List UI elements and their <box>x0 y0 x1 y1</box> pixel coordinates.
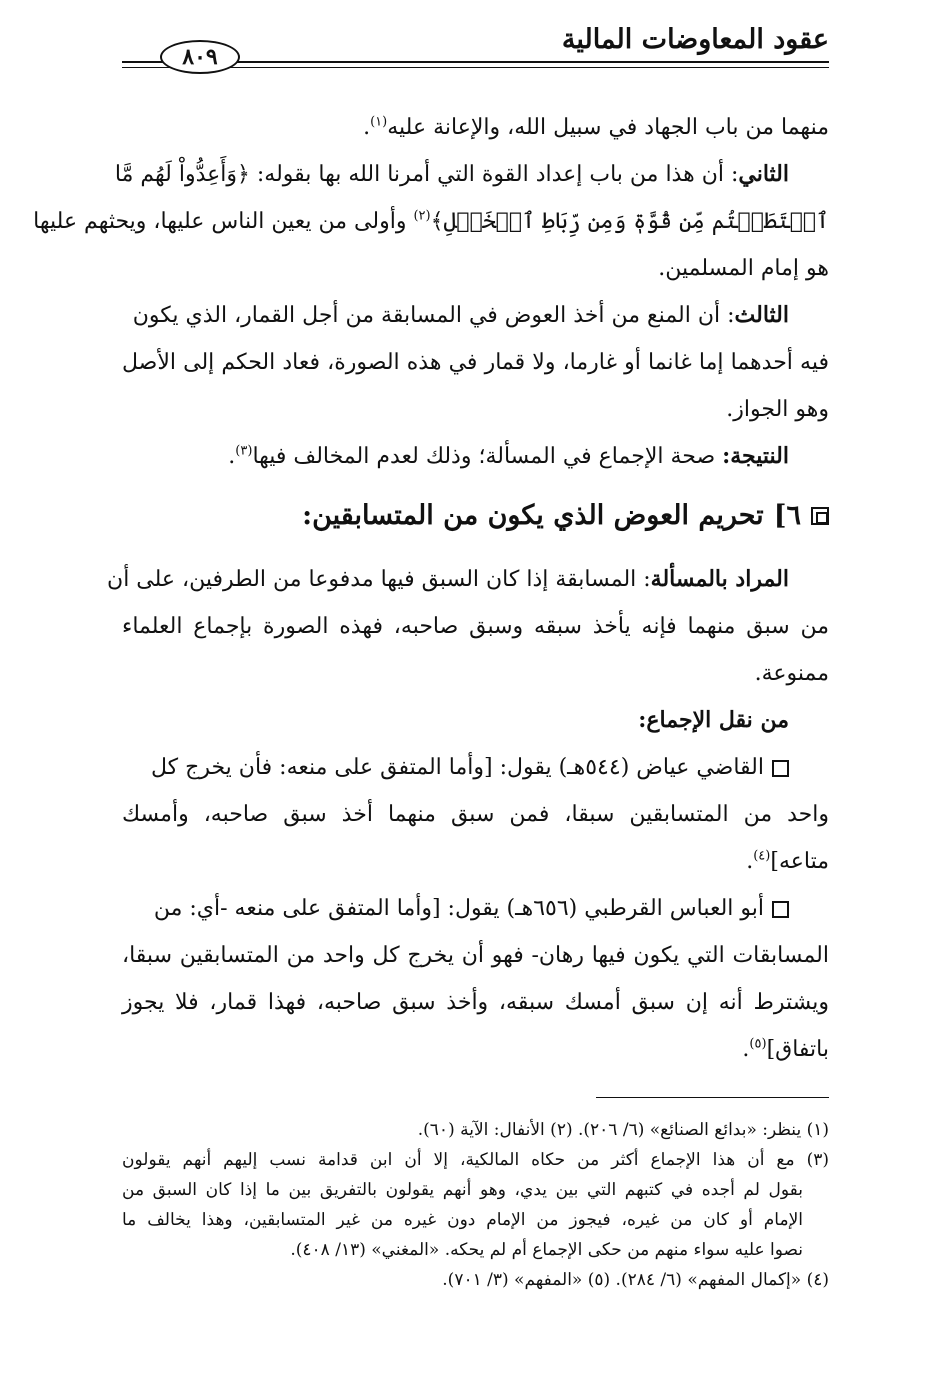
paragraph-line: من سبق منهما فإنه يأخذ سبقه وسبق صاحبه، فهذه الصورة بإجماع العلماء <box>122 614 829 639</box>
paragraph-line: منهما من باب الجهاد في سبيل الله، والإعانة عليه$^{(١)}$. <box>363 114 829 140</box>
paragraph-line: هو إمام المسلمين. <box>658 256 829 281</box>
stacked-squares-icon <box>811 507 829 525</box>
subheading: من نقل الإجماع: <box>638 707 789 733</box>
footnote: الإمام أو كان من غيره، فيجوز من الإمام دون غيره من غير المتسابقين، وهذا يخالف ما <box>122 1210 803 1230</box>
footnote-ref: (٣) <box>235 443 253 459</box>
footnote: بقول لم أجده في كتبهم التي بين يدي، وهو أنهم يقولون بالتفريق بين ما إذا كان السبق من <box>122 1180 803 1200</box>
point-label: الثالث <box>734 302 789 328</box>
footnote: (١) ينظر: «بدائع الصنائع» (٦/ ٢٠٦). (٢) الأنفال: الآية (٦٠). <box>417 1120 829 1140</box>
quran-verse: ٱسۡتَطَعۡتُم مِّن قُوَّةٖ وَمِن رِّبَاطِ ٱلۡخَيۡلِ﴾ <box>430 209 829 234</box>
paragraph-line: المراد بالمسألة: المسابقة إذا كان السبق فيها مدفوعا من الطرفين، على أن <box>107 566 789 592</box>
page-number: ٨٠٩ <box>182 44 218 70</box>
quote-line: متاعه]$^{(٤)}$. <box>746 848 829 874</box>
quote-line: المسابقات التي يكون فيها رهان- فهو أن يخرج كل واحد من المتسابقين سبقا، <box>122 943 829 968</box>
footnote: (٤) «إكمال المفهم» (٦/ ٢٨٤). (٥) «المفهم» (٣/ ٧٠١). <box>442 1270 829 1290</box>
point-label: الثاني <box>738 161 789 187</box>
footnote-ref: (٥) <box>749 1036 767 1052</box>
footnote-ref: (٢) <box>413 208 431 224</box>
paragraph-line: الثاني: أن هذا من باب إعداد القوة التي أمرنا الله بها بقوله: ﴿وَأَعِدُّواْ لَهُم مَّا <box>114 161 789 187</box>
result-label: النتيجة: <box>722 443 789 469</box>
footnote: نصوا عليه سواء منهم من حكى الإجماع أم لم يحكه. «المغني» (١٣/ ٤٠٨). <box>290 1240 803 1260</box>
footnote-ref: (٤) <box>753 848 771 864</box>
footnotes <box>122 1115 829 1295</box>
paragraph-line: النتيجة: صحة الإجماع في المسألة؛ وذلك لعدم المخالف فيها$^{(٣)}$. <box>228 443 789 469</box>
quote-line: القاضي عياض (٥٤٤هـ) يقول: [وأما المتفق على منعه: فأن يخرج كل <box>122 744 829 791</box>
quote-line: باتفاق]$^{(٥)}$. <box>742 1036 829 1062</box>
footnote: (٣) مع أن هذا الإجماع أكثر من حكاه المالكية، إلا أن ابن قدامة نسب إليهم أنهم يقولون <box>122 1150 829 1170</box>
section-title: تحريم العوض الذي يكون من المتسابقين: <box>302 500 764 531</box>
paragraph-line: ٱسۡتَطَعۡتُم مِّن قُوَّةٖ وَمِن رِّبَاطِ ٱلۡخَيۡلِ﴾$^{(٢)}$ وأولى من يعين الناس عليها، ويحثهم عليها <box>33 208 829 234</box>
footnote-ref: (١) <box>370 114 388 130</box>
page-number-badge <box>160 40 240 74</box>
paragraph-line: الثالث: أن المنع من أخذ العوض في المسابقة من أجل القمار، الذي يكون <box>132 302 789 328</box>
paragraph-line: وهو الجواز. <box>726 397 829 422</box>
paragraph-line: ممنوعة. <box>754 661 829 686</box>
quote-line: أبو العباس القرطبي (٦٥٦هـ) يقول: [وأما المتفق على منعه -أي: من <box>122 885 829 932</box>
quote-line: ويشترط أنه إن سبق أمسك سبقه، وأخذ سبق صاحبه، فهذا قمار، فلا يجوز <box>122 990 829 1015</box>
section-number: ٦] <box>773 500 801 531</box>
body-text-lower <box>107 556 829 1073</box>
running-header-title: عقود المعاوضات المالية <box>561 24 829 55</box>
quote-line: واحد من المتسابقين سبقا، فمن سبق منهما أخذ سبق صاحبه، وأمسك <box>122 802 829 827</box>
paragraph-line: فيه أحدهما إما غانما أو غارما، ولا قمار في هذه الصورة، فعاد الحكم إلى الأصل <box>122 350 829 375</box>
checkbox-bullet-icon <box>772 901 789 918</box>
footnote-separator <box>596 1097 829 1098</box>
definition-label: المراد بالمسألة <box>650 566 789 592</box>
body-text-upper <box>33 104 829 480</box>
checkbox-bullet-icon <box>772 760 789 777</box>
section-heading <box>302 500 829 531</box>
